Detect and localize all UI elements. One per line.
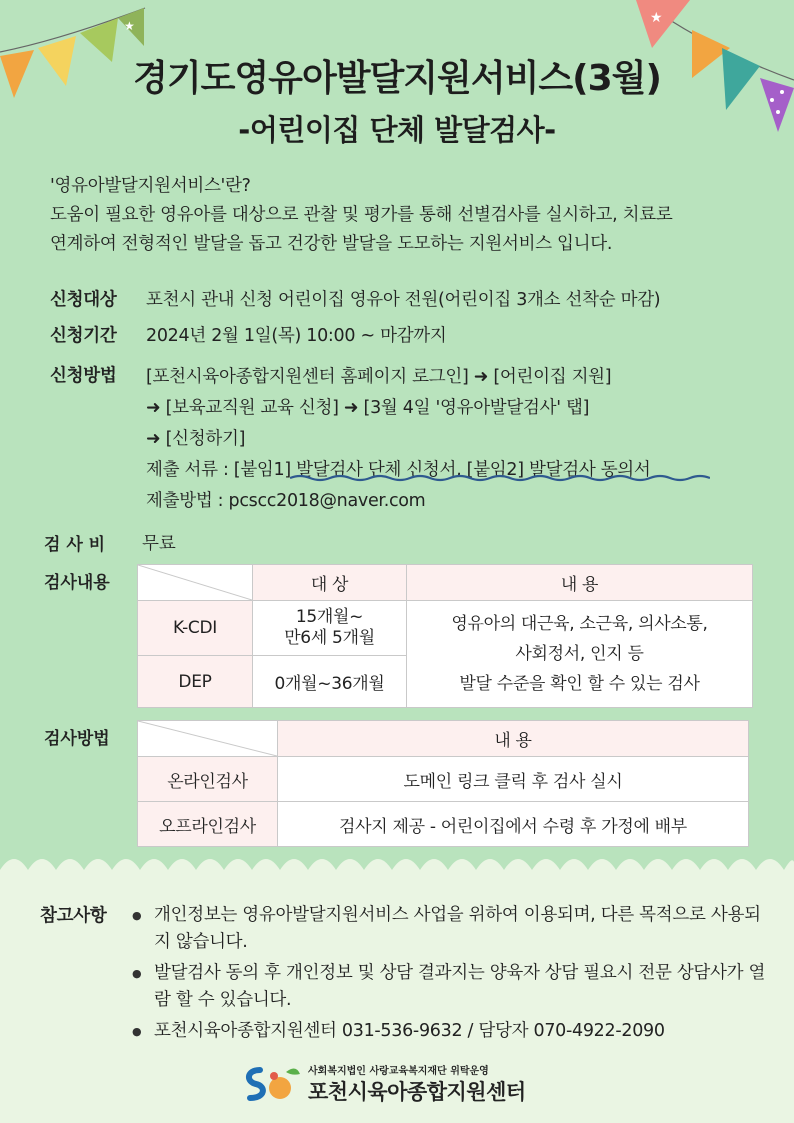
method-row [50,362,146,387]
center-logo [240,1058,560,1108]
logo-operator-text: 사회복지법인 사랑교육복지재단 위탁운영 [308,1066,489,1077]
submit-documents: 제출 서류 : [붙임1] 발달검사 단체 신청서, [붙임2] 발달검사 동의서 [146,460,651,480]
notes-label: 참고사항 [40,906,107,926]
description-line: 영유아의 대근육, 소근육, 의사소통, [451,614,708,634]
method-offline-content: 검사지 제공 - 어린이집에서 수령 후 가정에 배부 [278,802,749,847]
period-row [50,322,447,347]
target-kcdi: 15개월~ 만6세 5개월 [253,601,407,656]
notes-list [132,902,772,1049]
method-step: ➜ [신청하기] [146,429,246,449]
test-method-label: 검사방법 [44,729,110,749]
test-name-kcdi: K-CDI [138,601,253,656]
target-value: 포천시 관내 신청 어린이집 영유아 전원(어린이집 3개소 선착순 마감) [146,290,661,310]
diagonal-cell [138,565,253,601]
header-content: 내 용 [407,565,753,601]
method-label: 신청방법 [50,366,117,386]
method-steps [146,362,651,517]
fee-value: 무료 [142,534,176,554]
logo-name: 포천시육아종합지원센터 [308,1080,526,1104]
target-label: 신청대상 [50,290,117,310]
method-offline: 오프라인검사 [138,802,278,847]
target-row [50,286,660,311]
test-content-label: 검사내용 [44,573,110,593]
target-dep: 0개월~36개월 [253,656,407,708]
method-step: ➜ [보육교직원 교육 신청] ➜ [3월 4일 '영유아발달검사' 탭] [146,398,590,418]
page-subtitle: -어린이집 단체 발달검사- [238,113,556,147]
intro-line: 도움이 필요한 영유아를 대상으로 관찰 및 평가를 통해 선별검사를 실시하고, 치료로 [50,205,673,225]
diagonal-cell [138,721,278,757]
intro-line: 연계하여 전형적인 발달을 돕고 건강한 발달을 도모하는 지원서비스 입니다. [50,234,613,254]
list-item: ● 개인정보는 영유아발달지원서비스 사업을 위하여 이용되며, 다른 목적으로 사용되지 않습니다. [132,902,772,956]
method-step: [포천시육아종합지원센터 홈페이지 로그인] ➜ [어린이집 지원] [146,367,612,387]
intro-text [50,172,750,259]
method-online: 온라인검사 [138,757,278,802]
description-line: 사회정서, 인지 등 [515,644,644,664]
header-target: 대 상 [253,565,407,601]
page-title: 경기도영유아발달지원서비스(3월) [133,58,661,99]
header-content: 내 용 [278,721,749,757]
scallop-border [0,848,794,888]
test-name-dep: DEP [138,656,253,708]
submit-method-email: 제출방법 : pcscc2018@naver.com [146,491,426,511]
test-description [407,601,753,708]
list-item: ● 포천시육아종합지원센터 031-536-9632 / 담당자 070-4922-2090 [132,1018,772,1045]
test-method-table [137,720,749,847]
svg-text:★: ★ [124,19,135,33]
svg-text:★: ★ [650,10,663,26]
period-label: 신청기간 [50,326,117,346]
description-line: 발달 수준을 확인 할 수 있는 검사 [459,674,700,694]
wavy-underline [290,474,710,482]
method-online-content: 도메인 링크 클릭 후 검사 실시 [278,757,749,802]
flag-pink [636,0,690,48]
intro-line: '영유아발달지원서비스'란? [50,176,251,196]
test-content-table [137,564,753,708]
period-value: 2024년 2월 1일(목) 10:00 ~ 마감까지 [146,326,447,346]
logo-mark-icon [240,1062,304,1104]
fee-label: 검 사 비 [44,535,106,555]
list-item: ● 발달검사 동의 후 개인정보 및 상담 결과지는 양육자 상담 필요시 전문 상담사가 열람 할 수 있습니다. [132,960,772,1014]
